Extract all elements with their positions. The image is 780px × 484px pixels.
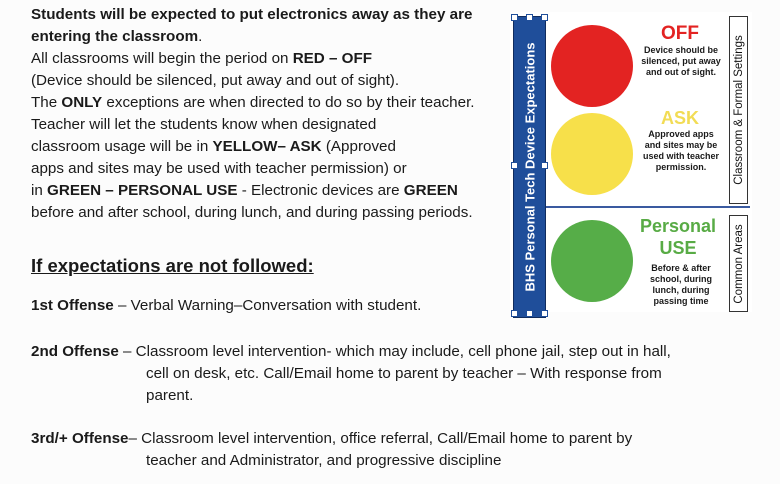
intro-line-8: apps and sites may be used with teacher permission) or <box>31 160 407 177</box>
classroom-settings-label: Classroom & Formal Settings <box>729 16 748 204</box>
off-description: Device should be silenced, put away and out of sight. <box>641 45 721 77</box>
intro-line-4: (Device should be silenced, put away and out of sight). <box>31 72 400 89</box>
personal-use-title: Personal USE <box>639 216 717 258</box>
second-offense: 2nd Offense – Classroom level intervention- which may include, cell phone jail, step out in hall, <box>31 343 671 360</box>
second-offense-line-2: cell on desk, etc. Call/Email home to parent by teacher – With response from <box>146 365 662 382</box>
red-light <box>551 25 633 107</box>
selection-handle <box>541 162 548 169</box>
selection-handle <box>511 162 518 169</box>
intro-line-2: entering the classroom. <box>31 28 203 45</box>
third-offense: 3rd/+ Offense– Classroom level intervention, office referral, Call/Email home to parent by <box>31 430 633 447</box>
traffic-light-graphic <box>510 12 752 312</box>
section-divider <box>546 206 750 208</box>
consequences-heading: If expectations are not followed: <box>31 255 314 276</box>
intro-line-6: Teacher will let the students know when designated <box>31 116 377 133</box>
off-title: OFF <box>661 23 699 44</box>
selection-handle <box>541 14 548 21</box>
first-offense: 1st Offense – Verbal Warning–Conversation with student. <box>31 297 422 314</box>
personal-use-description: Before & after school, during lunch, during passing time <box>650 263 712 306</box>
intro-line-9: in GREEN – PERSONAL USE - Electronic devices are GREEN <box>31 182 458 199</box>
third-offense-line-2: teacher and Administrator, and progressive discipline <box>146 452 502 469</box>
green-light <box>551 220 633 302</box>
intro-paragraph <box>31 4 511 224</box>
selection-handle <box>526 310 533 317</box>
yellow-light <box>551 113 633 195</box>
intro-line-5: The ONLY exceptions are when directed to do so by their teacher. <box>31 94 475 111</box>
second-offense-line-3: parent. <box>146 387 194 404</box>
intro-line-7: classroom usage will be in YELLOW– ASK (Approved <box>31 138 396 155</box>
intro-line-10: before and after school, during lunch, and during passing periods. <box>31 204 473 221</box>
selection-handle <box>541 310 548 317</box>
intro-line-1: Students will be expected to put electronics away as they are <box>31 6 473 23</box>
common-areas-label: Common Areas <box>729 215 748 312</box>
selection-handle <box>511 310 518 317</box>
intro-line-3: All classrooms will begin the period on RED – OFF <box>31 50 373 67</box>
ask-title: ASK <box>660 108 699 128</box>
banner-text: BHS Personal Tech Device Expectations <box>522 42 537 292</box>
selection-handle <box>526 14 533 21</box>
selection-handle <box>511 14 518 21</box>
ask-description: Approved apps and sites may be used with teacher permission. <box>642 129 720 172</box>
